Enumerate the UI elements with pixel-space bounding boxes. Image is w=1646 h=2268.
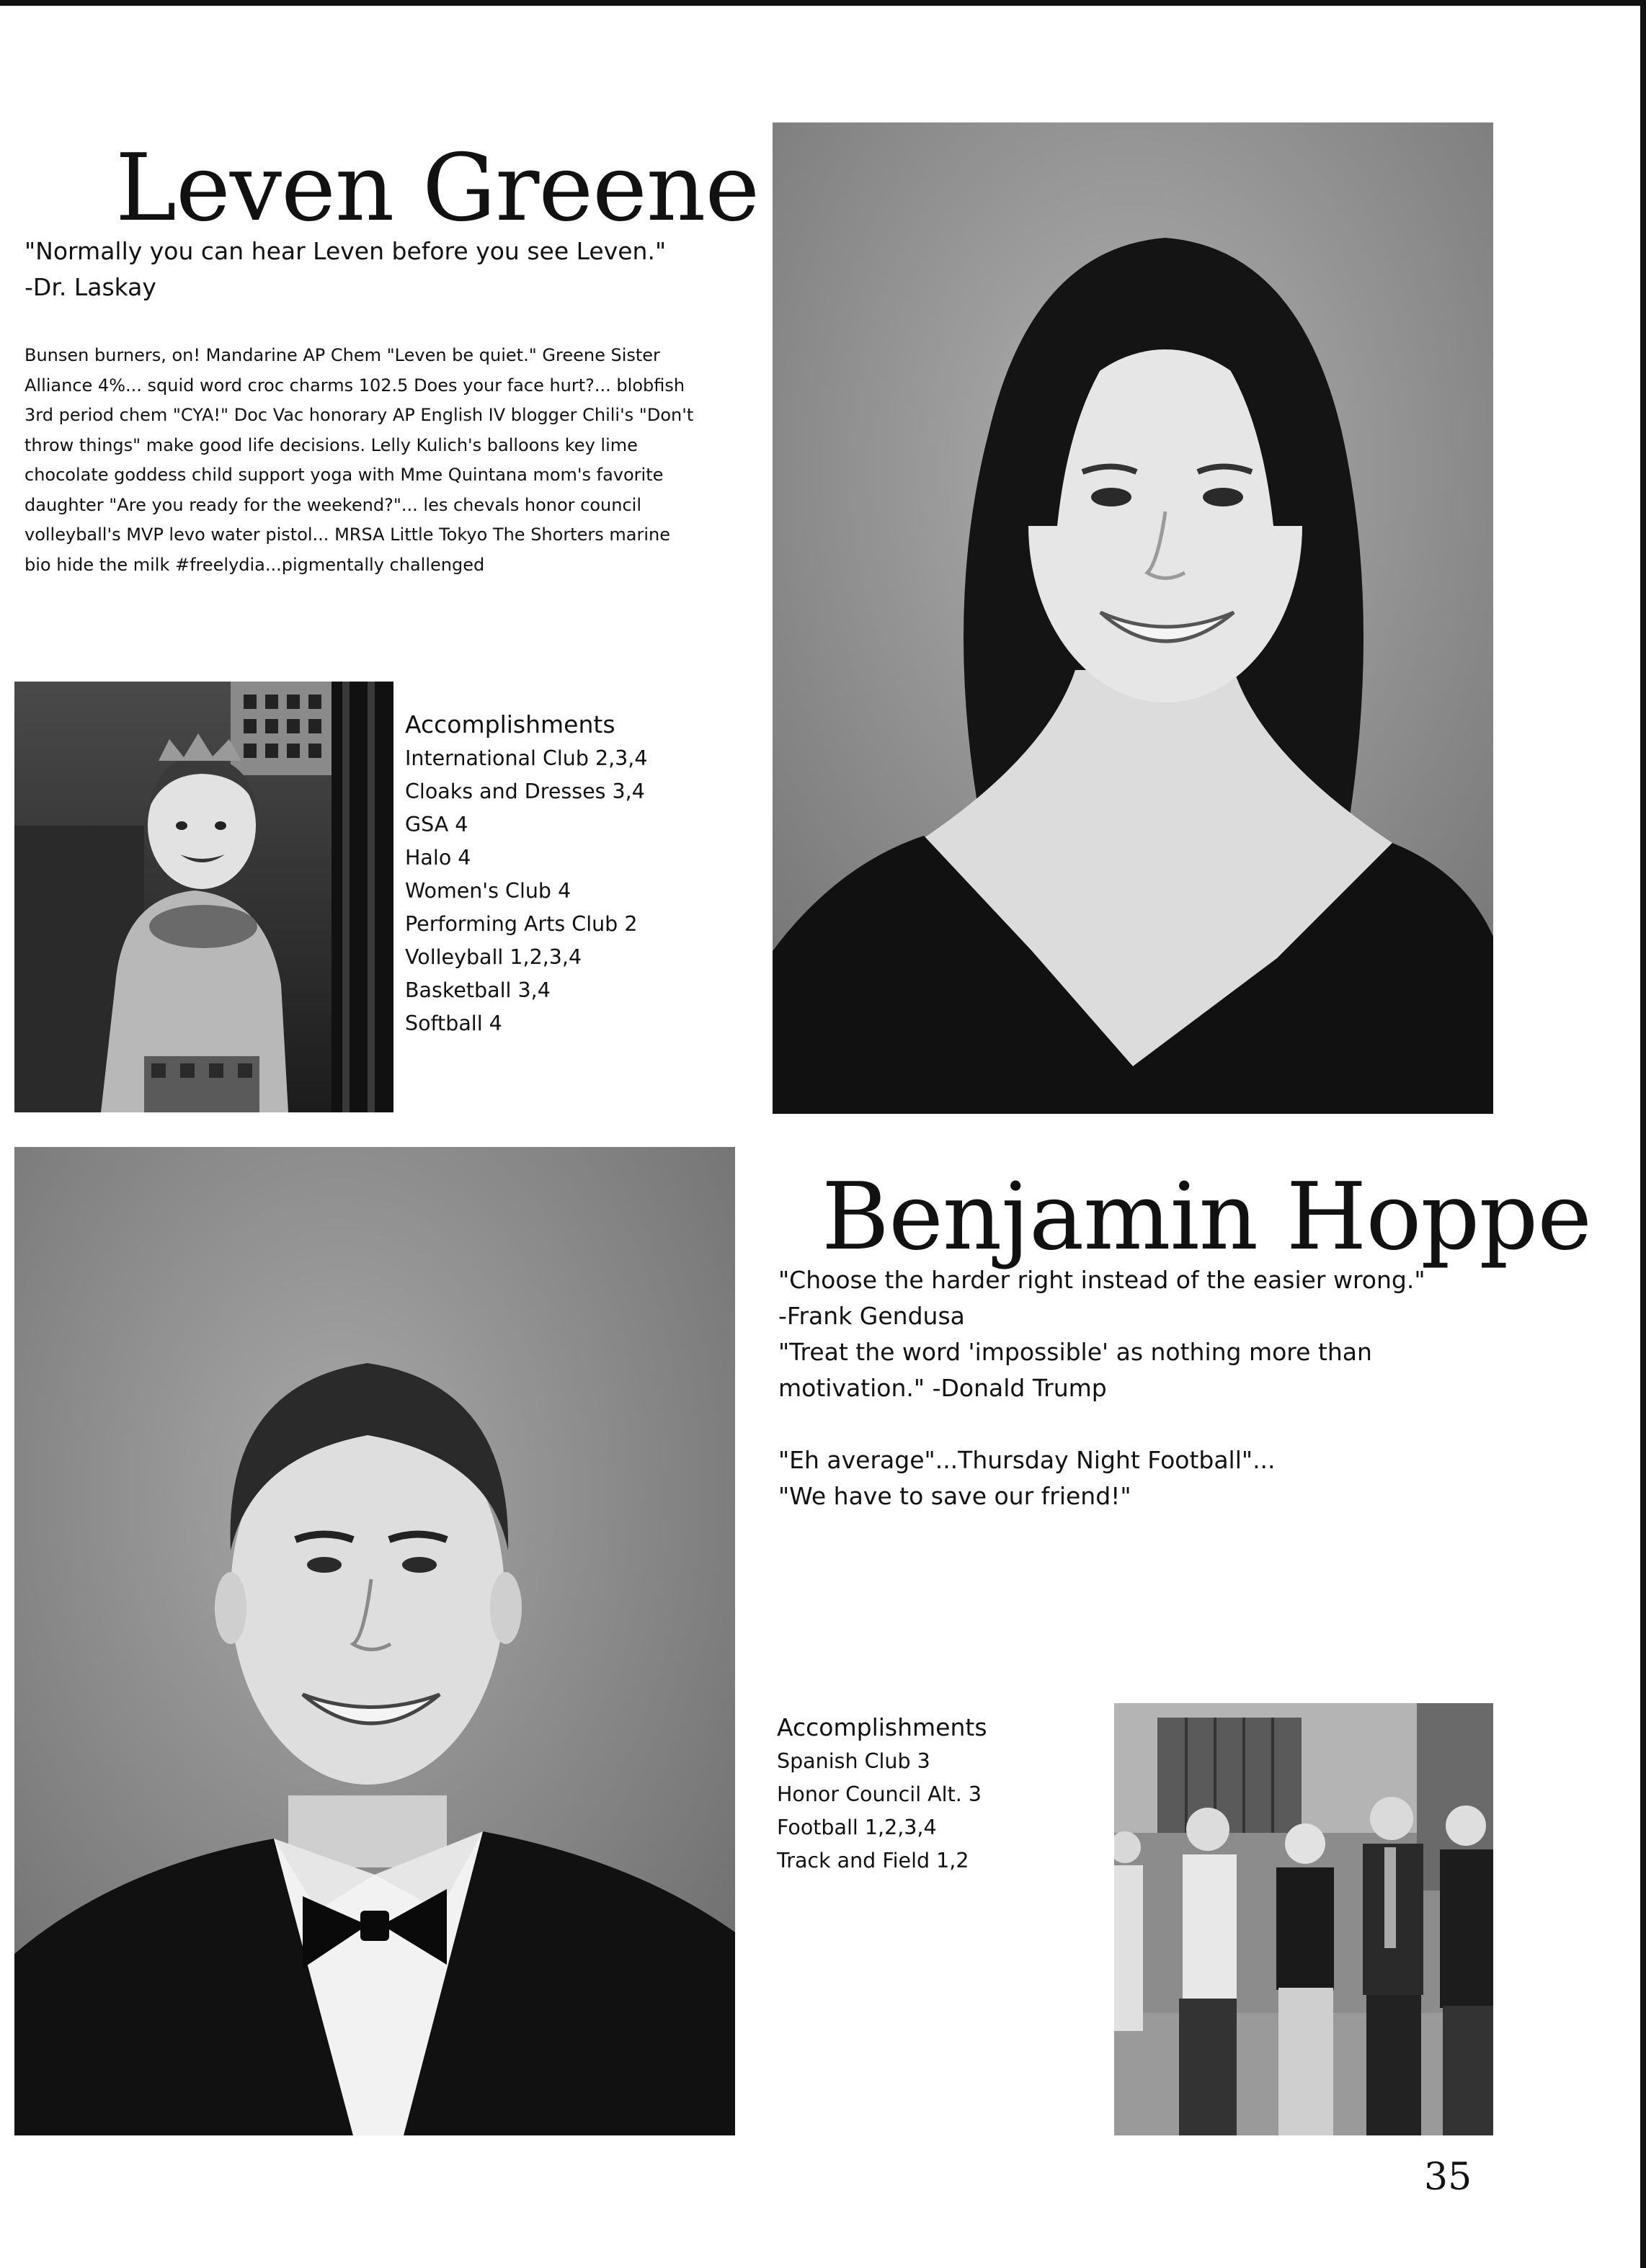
quote-line: -Dr. Laskay: [25, 273, 156, 301]
accomplishment-item: GSA 4: [405, 813, 468, 836]
accomplishment-item: Cloaks and Dresses 3,4: [405, 780, 645, 803]
bio-line: 3rd period chem "CYA!" Doc Vac honorary AP English IV blogger Chili's "Don't: [25, 405, 694, 425]
quote-line: -Frank Gendusa: [778, 1302, 965, 1330]
accomplishment-item: International Club 2,3,4: [405, 746, 648, 770]
senior-portrait-benjamin: [14, 1147, 735, 2135]
quote-line: "Choose the harder right instead of the easier wrong.": [778, 1266, 1425, 1294]
quote-line: "Eh average"...Thursday Night Football"...: [778, 1446, 1276, 1474]
accomplishments-heading: Accomplishments: [777, 1713, 987, 1741]
quote-line: "We have to save our friend!": [778, 1482, 1131, 1510]
accomplishment-item: Honor Council Alt. 3: [777, 1782, 982, 1806]
accomplishments-heading: Accomplishments: [405, 710, 615, 738]
childhood-photo-leven: [14, 682, 393, 1112]
senior-quote-benjamin: [778, 1262, 1425, 1514]
quote-line: motivation." -Donald Trump: [778, 1374, 1107, 1402]
accomplishments-benjamin: [777, 1710, 987, 1878]
quote-line: "Normally you can hear Leven before you see Leven.": [25, 237, 667, 265]
accomplishment-item: Halo 4: [405, 846, 471, 870]
senior-quote-leven: [25, 233, 666, 305]
accomplishment-item: Track and Field 1,2: [777, 1849, 969, 1872]
page-number: 35: [1424, 2156, 1472, 2199]
senior-bio-leven: [25, 341, 693, 580]
bio-line: daughter "Are you ready for the weekend?"... les chevals honor council: [25, 494, 641, 515]
bio-line: chocolate goddess child support yoga with Mme Quintana mom's favorite: [25, 465, 664, 485]
accomplishment-item: Volleyball 1,2,3,4: [405, 945, 582, 969]
quote-line: "Treat the word 'impossible' as nothing more than: [778, 1338, 1372, 1366]
accomplishment-item: Football 1,2,3,4: [777, 1816, 937, 1839]
student-name-benjamin-hoppe: Benjamin Hoppe: [822, 1164, 1591, 1271]
accomplishment-item: Women's Club 4: [405, 879, 571, 903]
accomplishment-item: Basketball 3,4: [405, 978, 551, 1002]
quote-line: [778, 1406, 1425, 1442]
bio-line: Alliance 4%... squid word croc charms 102.5 Does your face hurt?... blobfish: [25, 375, 685, 396]
bio-line: Bunsen burners, on! Mandarine AP Chem "Leven be quiet." Greene Sister: [25, 345, 660, 365]
bio-line: bio hide the milk #freelydia...pigmentally challenged: [25, 554, 485, 575]
accomplishments-leven: [405, 707, 648, 1040]
accomplishment-item: Performing Arts Club 2: [405, 912, 638, 936]
top-border: [0, 0, 1646, 6]
accomplishment-item: Spanish Club 3: [777, 1749, 930, 1773]
accomplishment-item: Softball 4: [405, 1012, 502, 1035]
right-border: [1640, 0, 1646, 2268]
student-name-leven-greene: Leven Greene: [115, 135, 760, 242]
bio-line: volleyball's MVP levo water pistol... MRSA Little Tokyo The Shorters marine: [25, 524, 670, 545]
group-photo-benjamin: [1114, 1703, 1493, 2135]
senior-portrait-leven: [773, 122, 1493, 1114]
bio-line: throw things" make good life decisions. Lelly Kulich's balloons key lime: [25, 434, 638, 455]
